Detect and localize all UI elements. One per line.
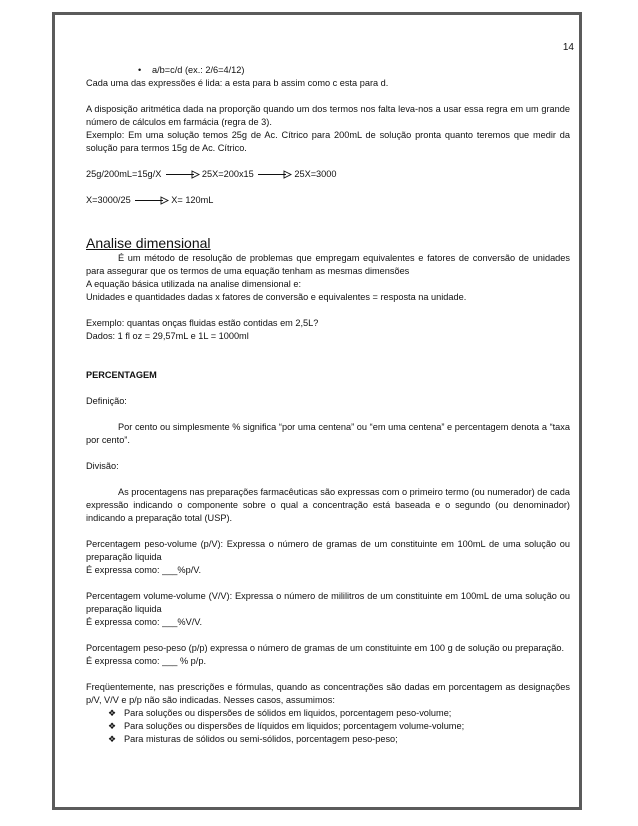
proportion-reading: Cada uma das expressões é lida: a esta para b assim como c esta para d. — [86, 78, 389, 88]
bullet-icon: • — [138, 65, 142, 75]
equation-line-1: 25g/200mL=15g/X 25X=200x15 25X=3000 — [86, 169, 337, 179]
volume-volume-expression: É expressa como: ___%V/V. — [86, 617, 203, 627]
division-label: Divisão: — [86, 461, 119, 471]
definition-label: Definição: — [86, 396, 127, 406]
section-title-analise: Analise dimensional — [86, 235, 211, 251]
frequent-note: Freqüentemente, nas prescrições e fórmulas, quando as concentrações são dadas em porcentagem as designações p/V, V/V e p/p não são indicadas. Nesses casos, assumimos: — [86, 682, 570, 705]
proportion-paragraph: A disposição aritmética dada na proporção quando um dos termos nos falta leva-nos a usar essa regra em um grande número de cálculos em farmácia (regra de 3). — [86, 104, 570, 127]
list-item: ❖ Para misturas de sólidos ou semi-sólidos, porcentagem peso-peso; — [108, 734, 398, 744]
example-paragraph: Exemplo: Em uma solução temos 25g de Ac. Cítrico para 200mL de solução pronta quanto teremos que medir da solução para termos 15g de Ac. Cítrico. — [86, 130, 570, 153]
arrow-right-icon — [258, 170, 292, 179]
diamond-bullet-icon: ❖ — [108, 734, 117, 744]
volume-volume-text: Percentagem volume-volume (V/V): Expressa o número de mililitros de um constituinte em 100mL de uma solução ou preparação liquida — [86, 591, 570, 614]
analise-equation: Unidades e quantidades dadas x fatores de conversão e equivalentes = resposta na unidade. — [86, 292, 467, 302]
peso-volume-expression: É expressa como: ___%p/V. — [86, 565, 202, 575]
list-item: ❖ Para soluções ou dispersões de líquidos em liquidos; porcentagem volume-volume; — [108, 721, 465, 731]
analise-equation-intro: A equação básica utilizada na analise dimensional e: — [86, 279, 302, 289]
peso-volume-text: Percentagem peso-volume (p/V): Expressa o número de gramas de um constituinte em 100mL de uma solução ou preparação liquida — [86, 539, 570, 562]
equation-line-2: X=3000/25 X= 120mL — [86, 195, 214, 205]
arrow-right-icon — [166, 170, 200, 179]
peso-peso-expression: É expressa como: ___ % p/p. — [86, 656, 207, 666]
diamond-bullet-icon: ❖ — [108, 721, 117, 731]
diamond-bullet-icon: ❖ — [108, 708, 117, 718]
section-title-percentagem: PERCENTAGEM — [86, 370, 157, 380]
arrow-right-icon — [135, 196, 169, 205]
proportion-bullet: • a/b=c/d (ex.: 2/6=4/12) — [138, 65, 245, 75]
page-number: 14 — [562, 42, 574, 53]
list-item: ❖ Para soluções ou dispersões de sólidos em liquidos, porcentagem peso-volume; — [108, 708, 452, 718]
analise-example: Exemplo: quantas onças fluidas estão contidas em 2,5L? — [86, 318, 319, 328]
division-text: As procentagens nas preparações farmacêuticas são expressas com o primeiro termo (ou numerador) de cada expressão indicando o componente sobre o qual a concentração está baseada e o segundo (ou denominador) indicando a preparação total (USP). — [86, 487, 570, 523]
analise-data: Dados: 1 fl oz = 29,57mL e 1L = 1000ml — [86, 331, 249, 341]
definition-text: Por cento ou simplesmente % significa “por uma centena” ou “em uma centena” e percentagem denota a “taxa por cento”. — [86, 422, 570, 445]
assumption-list — [86, 707, 570, 746]
peso-peso-text: Porcentagem peso-peso (p/p) expressa o número de gramas de um constituinte em 100 g de solução ou preparação. — [86, 643, 565, 653]
document-body — [86, 64, 570, 746]
analise-definition: É um método de resolução de problemas que empregam equivalentes e fatores de conversão de unidades para assegurar que os termos de uma equação tenham as mesmas dimensões — [86, 253, 570, 276]
